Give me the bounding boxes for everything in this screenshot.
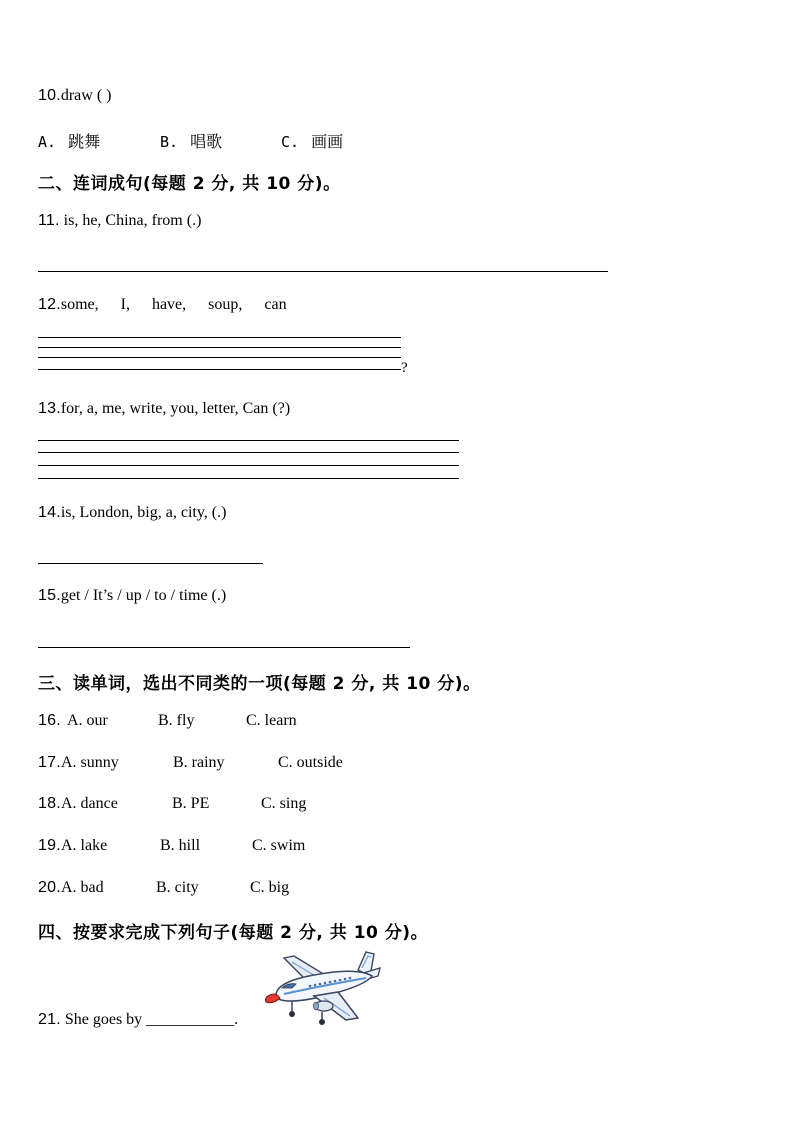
answer-line[interactable] — [38, 369, 401, 370]
answer-blank[interactable]: ___________ — [146, 1011, 235, 1028]
question-10 — [38, 87, 111, 105]
question-text: draw ( ) — [60, 87, 112, 104]
section-3-title: 三、读单词，选出不同类的一项(每题 2 分, 共 10 分)。 — [38, 674, 481, 694]
answer-line[interactable] — [38, 337, 401, 338]
option-text: 画画 — [311, 132, 344, 151]
question-10-options — [38, 129, 100, 152]
option-b: B. hill — [160, 837, 201, 854]
question-14 — [38, 504, 226, 522]
question-number: 16. — [38, 712, 61, 729]
question-number: 12. — [38, 296, 61, 313]
option-b: B. city — [156, 879, 199, 896]
question-mark: ? — [401, 360, 408, 376]
option-c: C. swim — [252, 837, 306, 854]
option-label: A. — [38, 133, 57, 151]
question-13 — [38, 400, 290, 418]
option-text: 唱歌 — [190, 132, 223, 151]
option-c: C. big — [250, 879, 290, 896]
word: some, — [60, 296, 99, 313]
answer-line[interactable] — [38, 440, 459, 441]
question-10-option-c — [281, 129, 343, 152]
option-b: B. PE — [172, 795, 210, 812]
section-2-title: 二、连词成句(每题 2 分, 共 10 分)。 — [38, 174, 341, 194]
question-number: 11. — [38, 212, 60, 229]
word: soup, — [208, 296, 243, 313]
question-number: 17. — [38, 754, 61, 771]
option-a: A. sunny — [61, 754, 119, 771]
section-4-title: 四、按要求完成下列句子(每题 2 分, 共 10 分)。 — [38, 923, 429, 943]
question-number: 18. — [38, 795, 61, 812]
question-text: is, he, China, from (.) — [59, 212, 202, 229]
question-15 — [38, 587, 226, 605]
option-a: A. our — [67, 712, 108, 729]
question-number: 13. — [38, 400, 61, 417]
question-number: 20. — [38, 879, 61, 896]
answer-line[interactable] — [38, 465, 459, 466]
option-b: B. fly — [158, 712, 195, 729]
question-12 — [38, 296, 287, 314]
question-text: is, London, big, a, city, (.) — [60, 504, 227, 521]
option-a: A. lake — [61, 837, 108, 854]
question-10-option-b — [160, 129, 222, 152]
option-a: A. dance — [61, 795, 118, 812]
question-number: 14. — [38, 504, 61, 521]
question-11 — [38, 212, 201, 230]
period: . — [234, 1011, 239, 1028]
option-c: C. outside — [278, 754, 343, 771]
question-19 — [38, 837, 61, 855]
question-16 — [38, 712, 61, 730]
question-21 — [38, 1011, 238, 1029]
option-b: B. rainy — [173, 754, 225, 771]
option-text: 跳舞 — [68, 132, 101, 151]
answer-line[interactable] — [38, 347, 401, 348]
airplane-icon — [262, 948, 382, 1026]
answer-line[interactable] — [38, 563, 263, 564]
question-number: 21. — [38, 1011, 61, 1028]
option-c: C. learn — [246, 712, 297, 729]
option-label: C. — [281, 133, 300, 151]
question-17 — [38, 754, 61, 772]
answer-line[interactable] — [38, 357, 401, 358]
question-text: for, a, me, write, you, letter, Can (?) — [60, 400, 291, 417]
question-number: 10. — [38, 87, 61, 104]
question-text: get / It’s / up / to / time (.) — [60, 587, 227, 604]
option-a: A. bad — [61, 879, 104, 896]
question-18 — [38, 795, 61, 813]
word: I, — [120, 296, 130, 313]
answer-line[interactable] — [38, 452, 459, 453]
question-20 — [38, 879, 61, 897]
option-label: B. — [160, 133, 179, 151]
answer-line[interactable] — [38, 271, 608, 272]
question-number: 15. — [38, 587, 61, 604]
question-text: She goes by — [60, 1011, 147, 1028]
answer-line[interactable] — [38, 647, 410, 648]
word: have, — [151, 296, 187, 313]
option-c: C. sing — [261, 795, 307, 812]
question-number: 19. — [38, 837, 61, 854]
word: can — [264, 296, 287, 313]
answer-line[interactable] — [38, 478, 459, 479]
